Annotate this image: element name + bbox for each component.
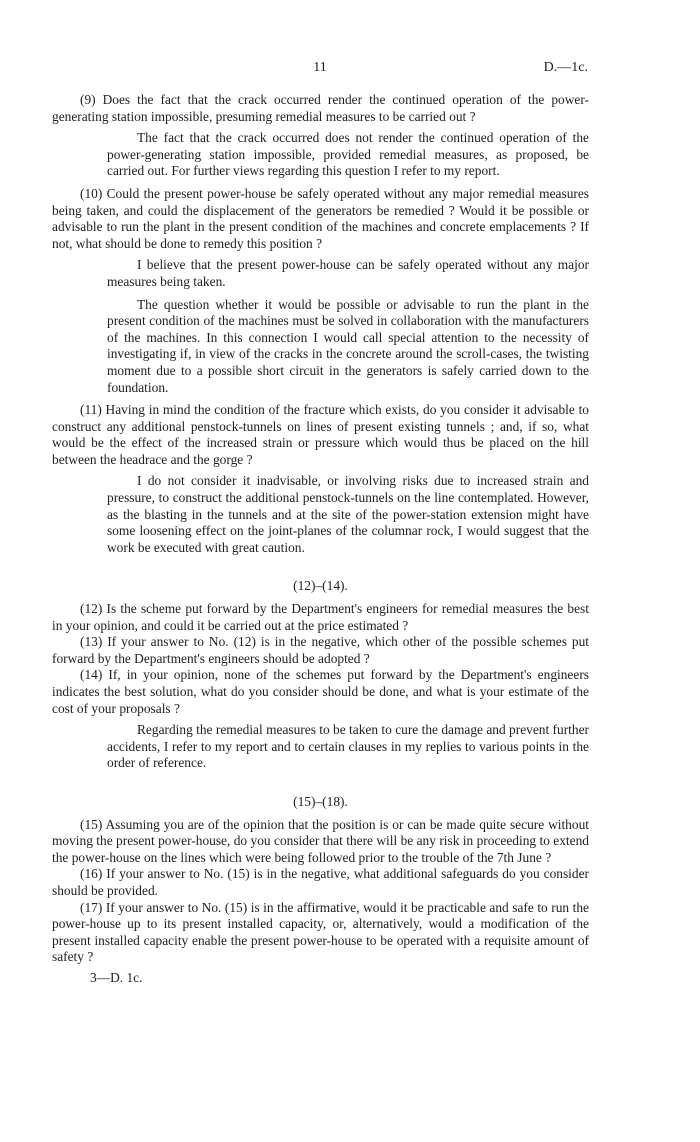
question-10: (10) Could the present power-house be safely operated without any major remedial measures being taken, and could the displacement of the generators be remedied ? Would it be possible or advisable to run the plant in the present condition of the machines and concrete emplacements ? If not, what should be done to remedy this position ? bbox=[52, 185, 589, 251]
signature-mark: 3—D. 1c. bbox=[90, 969, 143, 985]
question-14: (14) If, in your opinion, none of the schemes put forward by the Department's engineers indicates the best solution, what do you consider should be done, and what is your estimate of the cost of your proposals ? bbox=[52, 667, 589, 716]
answer-12-14: Regarding the remedial measures to be taken to cure the damage and prevent further accidents, I refer to my report and to certain clauses in my replies to various points in the order of reference. bbox=[107, 722, 589, 771]
page-header bbox=[0, 60, 700, 80]
section-heading-12-14: (12)–(14). bbox=[293, 578, 348, 594]
section-heading-15-18: (15)–(18). bbox=[293, 793, 348, 809]
question-12: (12) Is the scheme put forward by the Department's engineers for remedial measures the best in your opinion, and could it be carried out at the price estimated ? bbox=[52, 601, 589, 633]
page-number: 11 bbox=[313, 60, 327, 75]
question-15: (15) Assuming you are of the opinion that the position is or can be made quite secure without moving the present power-house, do you consider that there will be any risk in proceeding to extend the power-house on the lines which were being followed prior to the trouble of the 7th June ? bbox=[52, 816, 589, 865]
document-reference: D.—1c. bbox=[543, 60, 588, 75]
question-13: (13) If your answer to No. (12) is in the negative, which other of the possible schemes put forward by the Department's engineers should be adopted ? bbox=[52, 634, 589, 666]
answer-9: The fact that the crack occurred does not render the continued operation of the power-generating station impossible, provided remedial measures, as proposed, be carried out. For further views regarding this question I refer to my report. bbox=[107, 130, 589, 179]
question-16: (16) If your answer to No. (15) is in the negative, what additional safeguards do you consider should be provided. bbox=[52, 866, 589, 898]
document-body bbox=[52, 92, 589, 987]
question-17: (17) If your answer to No. (15) is in the affirmative, would it be practicable and safe to run the power-house up to its present installed capacity, or, alternatively, would a modification of the present installed capacity enable the present power-house to be operated with a requisite amount of safety ? bbox=[52, 899, 589, 965]
question-9: (9) Does the fact that the crack occurred render the continued operation of the power-generating station impossible, presuming remedial measures to be carried out ? bbox=[52, 92, 589, 124]
question-11: (11) Having in mind the condition of the fracture which exists, do you consider it advisable to construct any additional penstock-tunnels on lines of present existing tunnels ; and, if so, what would be the effect of the increased strain or pressure which would thus be placed on the hill between the headrace and the gorge ? bbox=[52, 402, 589, 467]
answer-11: I do not consider it inadvisable, or involving risks due to increased strain and pressure, to construct the additional penstock-tunnels on the line contemplated. However, as the blasting in the tunnels and at the site of the power-station extension might have some loosening effect on the joint-planes of the columnar rock, I would suggest that the work be executed with great caution. bbox=[107, 473, 589, 555]
answer-10-part-1: I believe that the present power-house can be safely operated without any major measures being taken. bbox=[107, 257, 589, 289]
answer-10-part-2: The question whether it would be possible or advisable to run the plant in the present condition of the machines must be solved in collaboration with the manufacturers of the machines. In this connection I would call special attention to the necessity of investigating if, in view of the cracks in the concrete around the scroll-cases, the twisting moment due to a possible short circuit in the generators is safely carried down to the foundation. bbox=[107, 296, 589, 395]
